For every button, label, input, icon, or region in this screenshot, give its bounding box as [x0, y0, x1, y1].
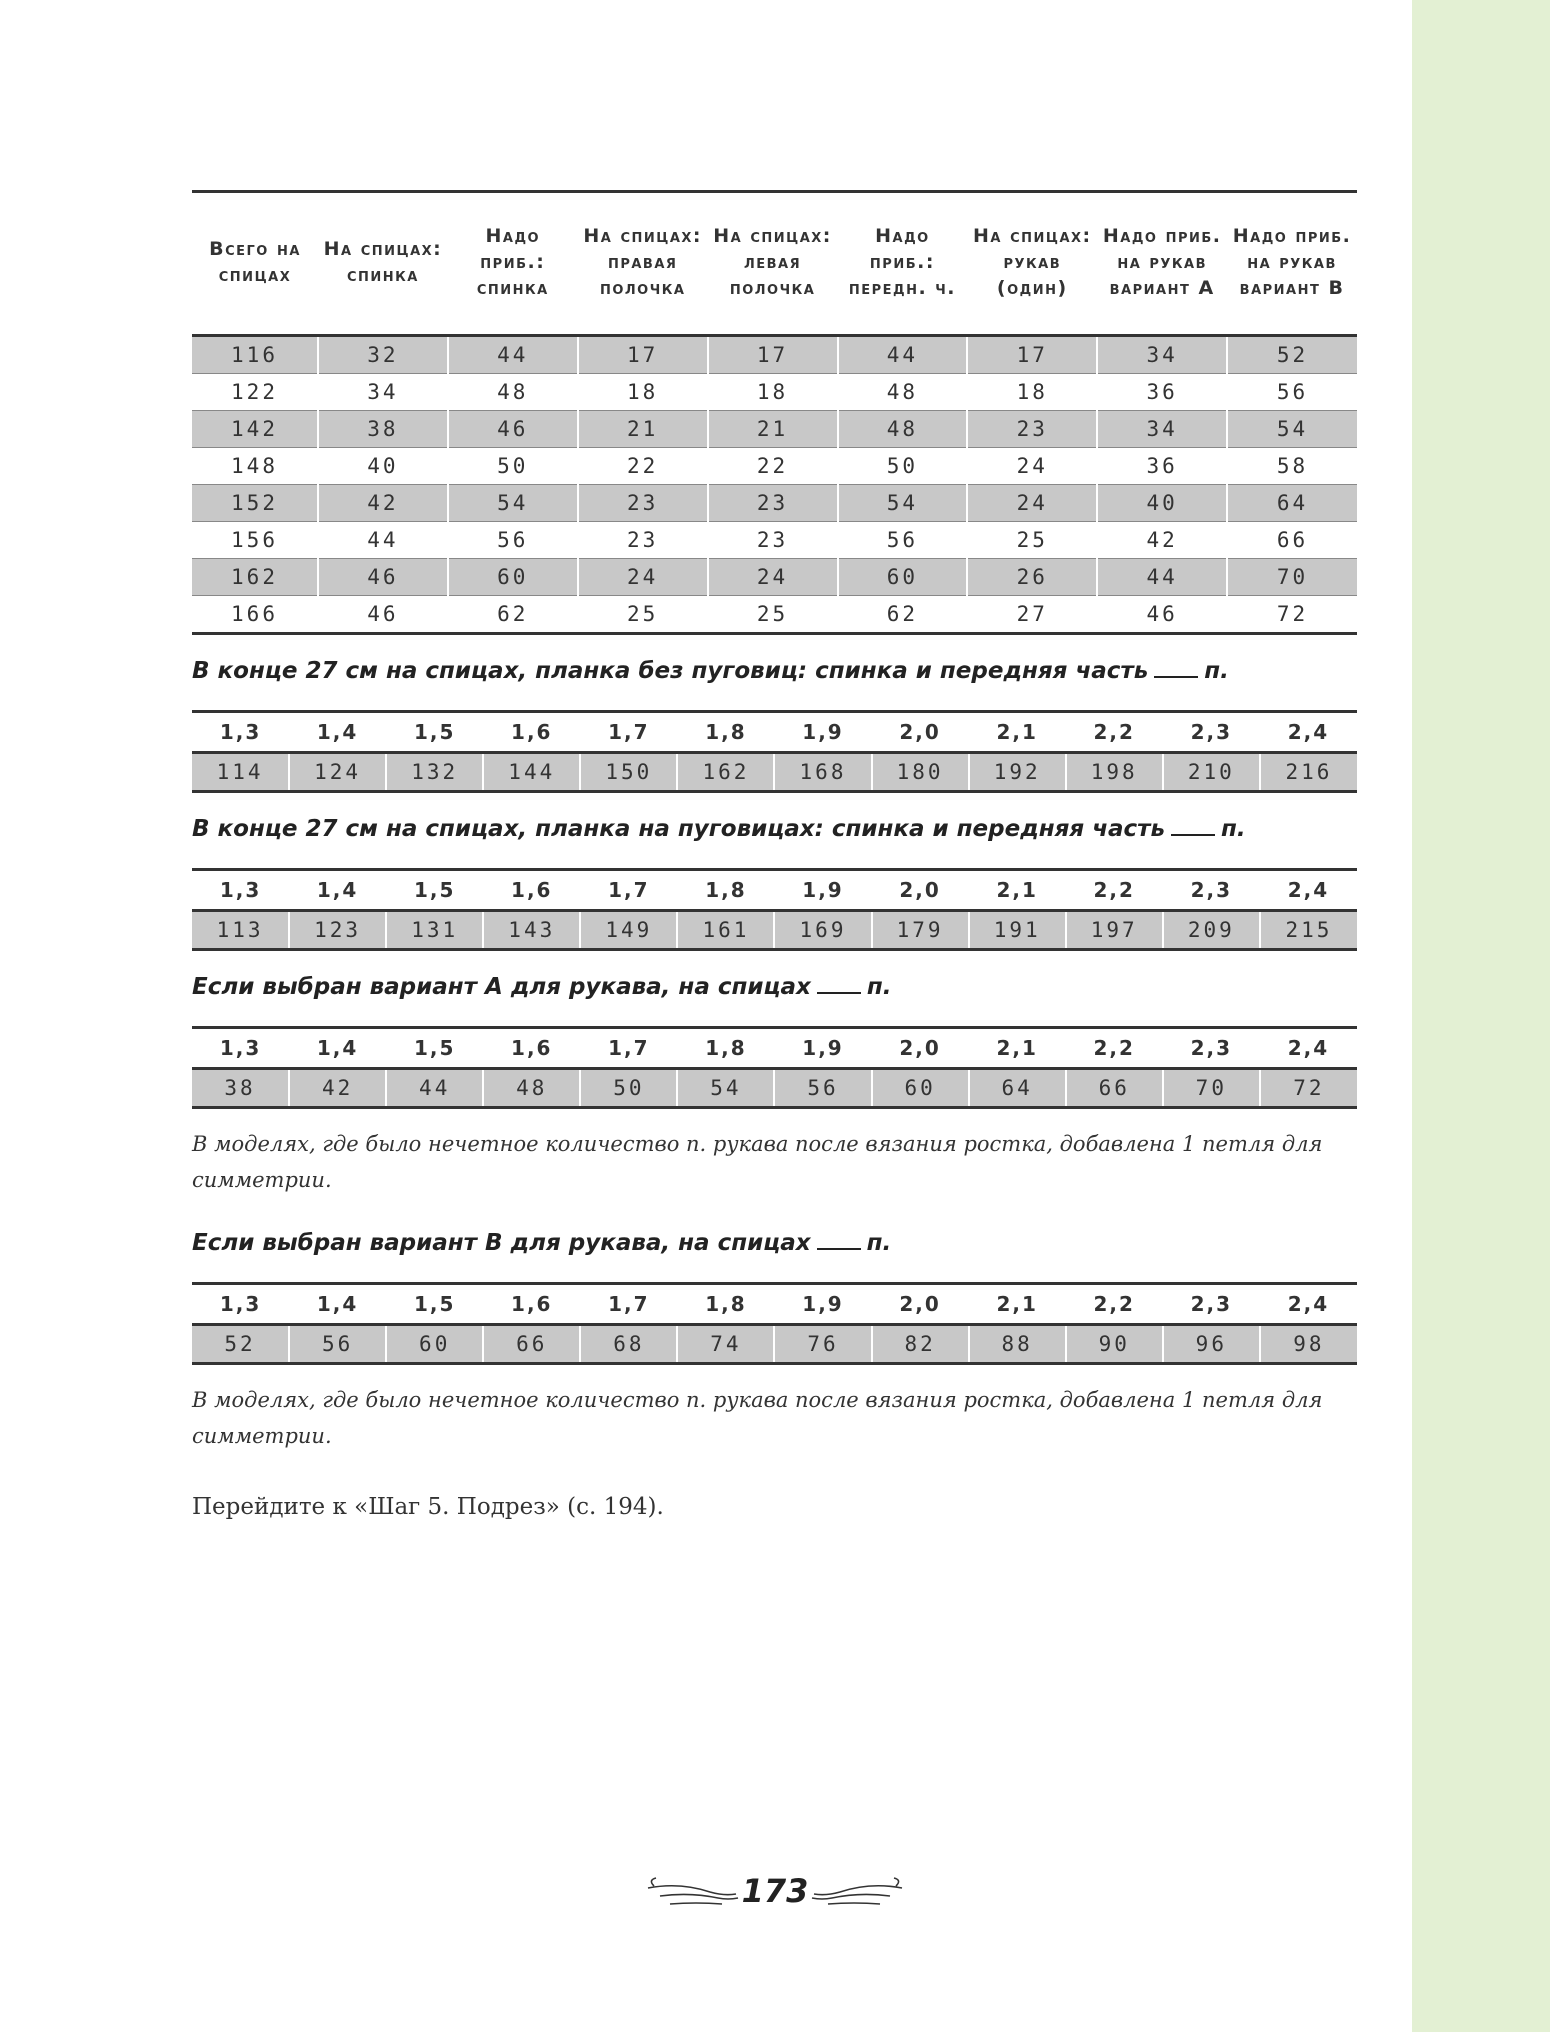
- gauge-value-row: [192, 911, 1357, 950]
- gauge-value-cell: 66: [483, 1325, 580, 1364]
- table-cell: 46: [1097, 596, 1227, 634]
- table-cell: 25: [967, 522, 1097, 559]
- table-cell: 18: [708, 374, 838, 411]
- gauge-header-cell: 1,3: [192, 1028, 289, 1069]
- table-cell: 32: [318, 336, 448, 374]
- blank-line: [1171, 816, 1215, 836]
- gauge-value-cell: 64: [969, 1069, 1066, 1108]
- header-total-stitches: Всего на спицах: [192, 192, 318, 336]
- table-cell: 23: [578, 485, 708, 522]
- blank-line: [1154, 658, 1198, 678]
- table-cell: 50: [448, 448, 578, 485]
- gauge-header-cell: 1,8: [677, 712, 774, 753]
- table-cell: 166: [192, 596, 318, 634]
- gauge-header-cell: 1,5: [386, 870, 483, 911]
- table-cell: 36: [1097, 448, 1227, 485]
- gauge-table-with-buttons: [192, 868, 1357, 951]
- gauge-header-cell: 1,7: [580, 1284, 677, 1325]
- gauge-header-cell: 2,4: [1260, 1284, 1357, 1325]
- gauge-header-cell: 1,9: [774, 1284, 871, 1325]
- gauge-value-cell: 215: [1260, 911, 1357, 950]
- gauge-value-row: [192, 753, 1357, 792]
- heading-suffix: п.: [866, 974, 892, 1000]
- table-row: [192, 411, 1357, 448]
- gauge-value-cell: 82: [872, 1325, 969, 1364]
- table-cell: 42: [318, 485, 448, 522]
- table-cell: 40: [1097, 485, 1227, 522]
- gauge-header-row: [192, 1028, 1357, 1069]
- table-cell: 44: [448, 336, 578, 374]
- header-front-increase: Надо приб.: передн. ч.: [838, 192, 968, 336]
- gauge-header-cell: 2,0: [872, 870, 969, 911]
- table-cell: 48: [838, 374, 968, 411]
- table-cell: 44: [1097, 559, 1227, 596]
- table-cell: 70: [1227, 559, 1357, 596]
- table-cell: 23: [578, 522, 708, 559]
- table-cell: 18: [578, 374, 708, 411]
- table-cell: 148: [192, 448, 318, 485]
- gauge-header-cell: 1,3: [192, 1284, 289, 1325]
- table-cell: 54: [1227, 411, 1357, 448]
- gauge-header-cell: 1,7: [580, 712, 677, 753]
- table-cell: 42: [1097, 522, 1227, 559]
- gauge-header-cell: 1,4: [289, 712, 386, 753]
- table-cell: 24: [708, 559, 838, 596]
- gauge-value-cell: 191: [969, 911, 1066, 950]
- heading-suffix: п.: [1221, 816, 1246, 842]
- gauge-value-cell: 132: [386, 753, 483, 792]
- table-cell: 23: [708, 522, 838, 559]
- gauge-value-cell: 168: [774, 753, 871, 792]
- table-row: [192, 596, 1357, 634]
- gauge-value-cell: 60: [386, 1325, 483, 1364]
- gauge-value-cell: 192: [969, 753, 1066, 792]
- gauge-header-cell: 1,4: [289, 1284, 386, 1325]
- gauge-header-cell: 2,1: [969, 870, 1066, 911]
- section-heading-sleeve-b: [192, 1230, 891, 1256]
- table-cell: 162: [192, 559, 318, 596]
- gauge-header-cell: 1,3: [192, 870, 289, 911]
- table-cell: 46: [318, 596, 448, 634]
- gauge-value-cell: 56: [774, 1069, 871, 1108]
- gauge-header-cell: 2,1: [969, 1284, 1066, 1325]
- gauge-header-cell: 2,4: [1260, 712, 1357, 753]
- table-cell: 64: [1227, 485, 1357, 522]
- goto-next-step: Перейдите к «Шаг 5. Подрез» (с. 194).: [192, 1494, 664, 1520]
- table-cell: 54: [448, 485, 578, 522]
- gauge-value-row: [192, 1069, 1357, 1108]
- section-heading-sleeve-a: [192, 974, 892, 1000]
- table-cell: 25: [708, 596, 838, 634]
- gauge-header-row: [192, 712, 1357, 753]
- gauge-header-cell: 1,6: [483, 870, 580, 911]
- table-row: [192, 559, 1357, 596]
- stitch-count-table: [192, 190, 1357, 635]
- gauge-header-cell: 2,4: [1260, 870, 1357, 911]
- main-table-header-row: [192, 192, 1357, 336]
- gauge-table-no-buttons: [192, 710, 1357, 793]
- sleeve-a-note: В моделях, где было нечетное количество п. рукава после вязания ростка, добавлена 1 петля для симметрии.: [192, 1132, 1323, 1192]
- table-cell: 60: [448, 559, 578, 596]
- header-sleeve-stitches: На спицах: рукав (один): [967, 192, 1097, 336]
- gauge-value-cell: 68: [580, 1325, 677, 1364]
- gauge-value-cell: 88: [969, 1325, 1066, 1364]
- gauge-value-cell: 54: [677, 1069, 774, 1108]
- table-cell: 17: [578, 336, 708, 374]
- gauge-header-cell: 1,6: [483, 1284, 580, 1325]
- gauge-value-cell: 124: [289, 753, 386, 792]
- table-cell: 25: [578, 596, 708, 634]
- table-cell: 44: [838, 336, 968, 374]
- table-cell: 17: [967, 336, 1097, 374]
- gauge-value-cell: 90: [1066, 1325, 1163, 1364]
- gauge-value-cell: 96: [1163, 1325, 1260, 1364]
- gauge-value-cell: 209: [1163, 911, 1260, 950]
- gauge-value-cell: 161: [677, 911, 774, 950]
- gauge-header-cell: 2,4: [1260, 1028, 1357, 1069]
- gauge-table-sleeve-a: [192, 1026, 1357, 1109]
- table-cell: 58: [1227, 448, 1357, 485]
- table-cell: 24: [967, 485, 1097, 522]
- table-cell: 46: [448, 411, 578, 448]
- gauge-value-cell: 72: [1260, 1069, 1357, 1108]
- page-side-band: [1412, 0, 1550, 2032]
- page-footer: [640, 1866, 910, 1922]
- table-cell: 60: [838, 559, 968, 596]
- heading-text: Если выбран вариант А для рукава, на спицах: [192, 974, 811, 1000]
- table-cell: 62: [838, 596, 968, 634]
- blank-line: [817, 1230, 861, 1250]
- section-heading-with-buttons: [192, 816, 1246, 842]
- sleeve-b-note: В моделях, где было нечетное количество п. рукава после вязания ростка, добавлена 1 петля для симметрии.: [192, 1388, 1323, 1448]
- header-left-front-stitches: На спицах: левая полочка: [708, 192, 838, 336]
- gauge-value-cell: 144: [483, 753, 580, 792]
- gauge-header-cell: 1,9: [774, 1028, 871, 1069]
- table-cell: 17: [708, 336, 838, 374]
- gauge-value-cell: 42: [289, 1069, 386, 1108]
- table-row: [192, 336, 1357, 374]
- table-cell: 122: [192, 374, 318, 411]
- gauge-value-cell: 169: [774, 911, 871, 950]
- gauge-table-sleeve-b: [192, 1282, 1357, 1365]
- table-cell: 62: [448, 596, 578, 634]
- table-row: [192, 374, 1357, 411]
- table-cell: 50: [838, 448, 968, 485]
- table-row: [192, 448, 1357, 485]
- gauge-header-cell: 2,2: [1066, 712, 1163, 753]
- gauge-value-cell: 123: [289, 911, 386, 950]
- gauge-value-cell: 48: [483, 1069, 580, 1108]
- gauge-value-row: [192, 1325, 1357, 1364]
- table-cell: 152: [192, 485, 318, 522]
- table-cell: 24: [967, 448, 1097, 485]
- heading-text: В конце 27 см на спицах, планка на пуговицах: спинка и передняя часть: [192, 816, 1166, 842]
- table-cell: 34: [1097, 336, 1227, 374]
- table-cell: 116: [192, 336, 318, 374]
- table-row: [192, 522, 1357, 559]
- gauge-header-cell: 1,5: [386, 1284, 483, 1325]
- gauge-header-cell: 2,3: [1163, 712, 1260, 753]
- gauge-value-cell: 70: [1163, 1069, 1260, 1108]
- header-sleeve-increase-a: Надо приб. на рукав вариант А: [1097, 192, 1227, 336]
- gauge-value-cell: 76: [774, 1325, 871, 1364]
- gauge-value-cell: 179: [872, 911, 969, 950]
- gauge-header-cell: 2,1: [969, 1028, 1066, 1069]
- table-cell: 34: [318, 374, 448, 411]
- header-back-stitches: На спицах: спинка: [318, 192, 448, 336]
- gauge-header-cell: 1,4: [289, 870, 386, 911]
- gauge-value-cell: 60: [872, 1069, 969, 1108]
- gauge-value-cell: 66: [1066, 1069, 1163, 1108]
- gauge-value-cell: 113: [192, 911, 289, 950]
- table-cell: 48: [448, 374, 578, 411]
- table-cell: 44: [318, 522, 448, 559]
- gauge-header-cell: 1,7: [580, 1028, 677, 1069]
- table-cell: 18: [967, 374, 1097, 411]
- gauge-value-cell: 74: [677, 1325, 774, 1364]
- gauge-header-cell: 1,9: [774, 712, 871, 753]
- table-cell: 21: [708, 411, 838, 448]
- page-number: 173: [741, 1872, 809, 1910]
- gauge-value-cell: 38: [192, 1069, 289, 1108]
- table-cell: 40: [318, 448, 448, 485]
- table-cell: 34: [1097, 411, 1227, 448]
- gauge-value-cell: 143: [483, 911, 580, 950]
- table-cell: 48: [838, 411, 968, 448]
- blank-line: [817, 974, 861, 994]
- gauge-value-cell: 52: [192, 1325, 289, 1364]
- table-cell: 46: [318, 559, 448, 596]
- table-cell: 66: [1227, 522, 1357, 559]
- gauge-header-cell: 1,8: [677, 1028, 774, 1069]
- gauge-value-cell: 198: [1066, 753, 1163, 792]
- gauge-value-cell: 150: [580, 753, 677, 792]
- heading-suffix: п.: [866, 1230, 892, 1256]
- gauge-header-cell: 1,6: [483, 712, 580, 753]
- header-sleeve-increase-b: Надо приб. на рукав вариант В: [1227, 192, 1357, 336]
- table-cell: 23: [967, 411, 1097, 448]
- gauge-header-cell: 2,0: [872, 712, 969, 753]
- table-cell: 56: [1227, 374, 1357, 411]
- gauge-header-row: [192, 870, 1357, 911]
- gauge-header-cell: 1,5: [386, 712, 483, 753]
- gauge-header-cell: 1,8: [677, 1284, 774, 1325]
- table-cell: 56: [838, 522, 968, 559]
- gauge-value-cell: 216: [1260, 753, 1357, 792]
- table-cell: 54: [838, 485, 968, 522]
- gauge-header-cell: 1,6: [483, 1028, 580, 1069]
- table-cell: 38: [318, 411, 448, 448]
- heading-text: Если выбран вариант В для рукава, на спицах: [192, 1230, 811, 1256]
- gauge-value-cell: 197: [1066, 911, 1163, 950]
- table-cell: 26: [967, 559, 1097, 596]
- table-cell: 21: [578, 411, 708, 448]
- gauge-header-cell: 1,3: [192, 712, 289, 753]
- gauge-header-cell: 2,1: [969, 712, 1066, 753]
- header-right-front-stitches: На спицах: правая полочка: [578, 192, 708, 336]
- main-table-body: [192, 336, 1357, 634]
- table-cell: 36: [1097, 374, 1227, 411]
- gauge-header-cell: 1,8: [677, 870, 774, 911]
- gauge-value-cell: 98: [1260, 1325, 1357, 1364]
- gauge-header-cell: 2,2: [1066, 870, 1163, 911]
- gauge-value-cell: 114: [192, 753, 289, 792]
- gauge-header-cell: 2,0: [872, 1028, 969, 1069]
- gauge-header-cell: 2,3: [1163, 1028, 1260, 1069]
- table-cell: 27: [967, 596, 1097, 634]
- gauge-value-cell: 180: [872, 753, 969, 792]
- gauge-value-cell: 44: [386, 1069, 483, 1108]
- gauge-header-cell: 2,0: [872, 1284, 969, 1325]
- gauge-value-cell: 131: [386, 911, 483, 950]
- gauge-header-cell: 2,3: [1163, 870, 1260, 911]
- table-cell: 156: [192, 522, 318, 559]
- gauge-header-cell: 2,3: [1163, 1284, 1260, 1325]
- gauge-header-cell: 1,5: [386, 1028, 483, 1069]
- table-cell: 52: [1227, 336, 1357, 374]
- gauge-value-cell: 56: [289, 1325, 386, 1364]
- heading-suffix: п.: [1204, 658, 1229, 684]
- gauge-header-cell: 1,7: [580, 870, 677, 911]
- section-heading-no-buttons: [192, 658, 1229, 684]
- gauge-value-cell: 50: [580, 1069, 677, 1108]
- gauge-header-cell: 2,2: [1066, 1284, 1163, 1325]
- gauge-value-cell: 162: [677, 753, 774, 792]
- gauge-header-cell: 1,9: [774, 870, 871, 911]
- table-cell: 22: [578, 448, 708, 485]
- header-back-increase: Надо приб.: спинка: [448, 192, 578, 336]
- gauge-header-row: [192, 1284, 1357, 1325]
- table-cell: 56: [448, 522, 578, 559]
- heading-text: В конце 27 см на спицах, планка без пуговиц: спинка и передняя часть: [192, 658, 1149, 684]
- gauge-header-cell: 2,2: [1066, 1028, 1163, 1069]
- gauge-header-cell: 1,4: [289, 1028, 386, 1069]
- gauge-value-cell: 149: [580, 911, 677, 950]
- table-cell: 23: [708, 485, 838, 522]
- table-cell: 72: [1227, 596, 1357, 634]
- table-cell: 142: [192, 411, 318, 448]
- table-cell: 24: [578, 559, 708, 596]
- table-cell: 22: [708, 448, 838, 485]
- gauge-value-cell: 210: [1163, 753, 1260, 792]
- table-row: [192, 485, 1357, 522]
